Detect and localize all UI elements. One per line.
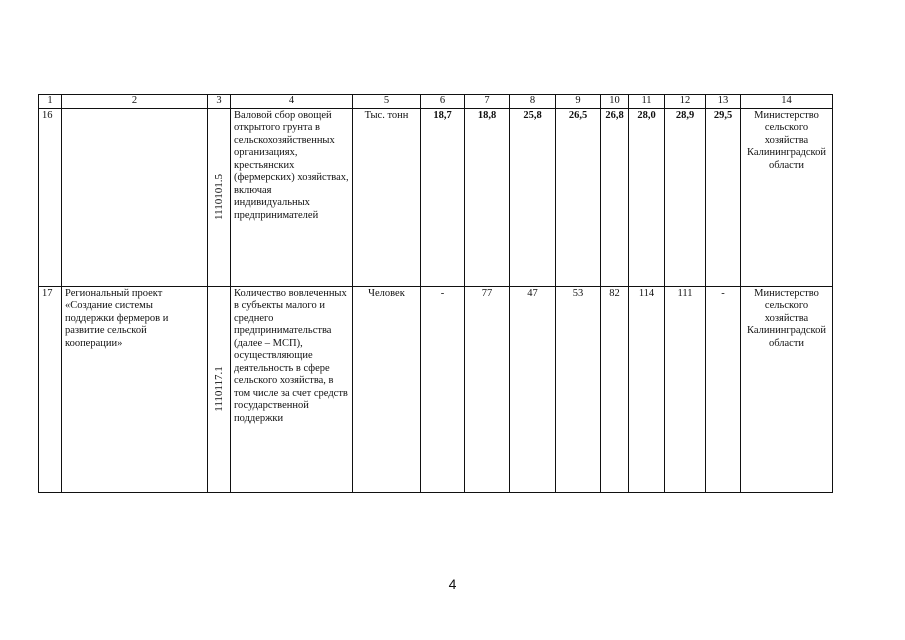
indicator-cell: Валовой сбор овощей открытого грунта в сельскохозяйственных организациях, крестьянских (фермерских) хозяйствах, включая индивидуальных предпринимателей xyxy=(231,108,353,286)
indicators-table xyxy=(38,94,833,493)
value-cell: 114 xyxy=(629,286,665,492)
header-cell: 14 xyxy=(741,95,833,109)
responsible-cell: Министерство сельского хозяйства Калининградской области xyxy=(741,286,833,492)
header-cell: 1 xyxy=(39,95,62,109)
code-cell xyxy=(208,286,231,492)
value-cell: 82 xyxy=(601,286,629,492)
header-cell: 8 xyxy=(510,95,556,109)
responsible-cell: Министерство сельского хозяйства Калининградской области xyxy=(741,108,833,286)
value-cell: 111 xyxy=(665,286,706,492)
value-cell: 77 xyxy=(465,286,510,492)
header-cell: 2 xyxy=(62,95,208,109)
value-cell: 53 xyxy=(556,286,601,492)
header-cell: 11 xyxy=(629,95,665,109)
value-cell: 28,0 xyxy=(629,108,665,286)
value-cell: - xyxy=(421,286,465,492)
header-cell: 9 xyxy=(556,95,601,109)
header-cell: 10 xyxy=(601,95,629,109)
header-cell: 6 xyxy=(421,95,465,109)
table-row xyxy=(39,108,833,286)
header-cell: 7 xyxy=(465,95,510,109)
row-number: 17 xyxy=(39,286,62,492)
header-cell: 4 xyxy=(231,95,353,109)
header-cell: 5 xyxy=(353,95,421,109)
table-row xyxy=(39,286,833,492)
project-cell xyxy=(62,108,208,286)
header-cell: 12 xyxy=(665,95,706,109)
indicator-cell: Количество вовлеченных в субъекты малого и среднего предпринимательства (далее – МСП), осуществляющие деятельность в сфере сельского хозяйства, в том числе за счет средств государственной поддержки xyxy=(231,286,353,492)
page-number: 4 xyxy=(448,576,457,592)
value-cell: 26,5 xyxy=(556,108,601,286)
value-cell: 18,7 xyxy=(421,108,465,286)
header-row xyxy=(39,95,833,109)
value-cell: 18,8 xyxy=(465,108,510,286)
value-cell: 29,5 xyxy=(706,108,741,286)
value-cell: 26,8 xyxy=(601,108,629,286)
value-cell: 28,9 xyxy=(665,108,706,286)
indicator-code: 1110101.5 xyxy=(212,174,225,220)
indicator-code: 1110117.1 xyxy=(212,366,225,412)
value-cell: 47 xyxy=(510,286,556,492)
header-cell: 13 xyxy=(706,95,741,109)
unit-cell: Человек xyxy=(353,286,421,492)
value-cell: - xyxy=(706,286,741,492)
unit-cell: Тыс. тонн xyxy=(353,108,421,286)
project-cell: Региональный проект «Создание системы поддержки фермеров и развитие сельской кооперации» xyxy=(62,286,208,492)
header-cell: 3 xyxy=(208,95,231,109)
row-number: 16 xyxy=(39,108,62,286)
code-cell xyxy=(208,108,231,286)
value-cell: 25,8 xyxy=(510,108,556,286)
